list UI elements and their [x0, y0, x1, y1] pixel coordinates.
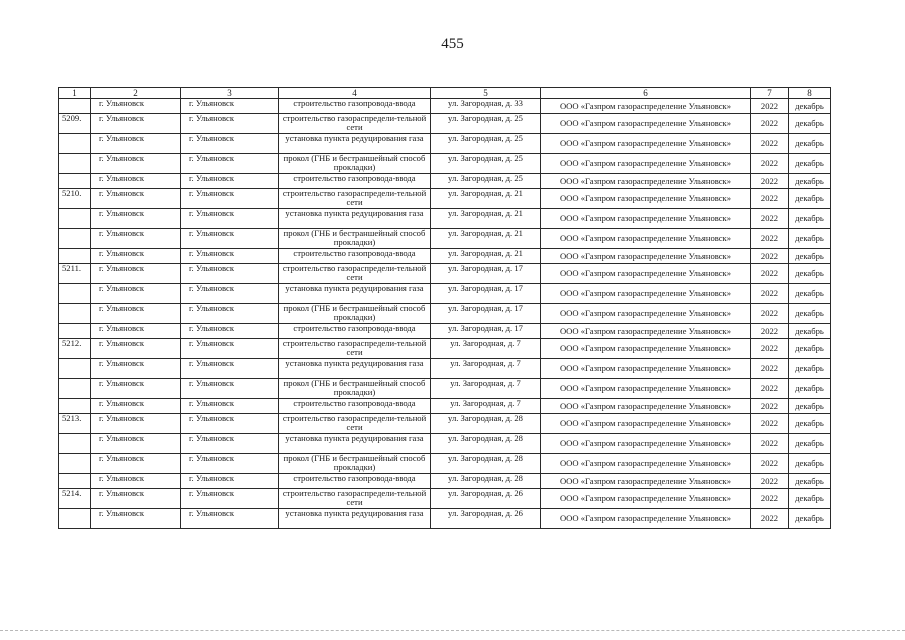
table-row [59, 264, 831, 284]
organization-cell: ООО «Газпром газораспределение Ульяновск» [541, 509, 751, 529]
district-cell: г. Ульяновск [181, 249, 279, 264]
work-type-cell: установка пункта редуцирования газа [279, 284, 431, 304]
district-cell: г. Ульяновск [181, 454, 279, 474]
table-row [59, 399, 831, 414]
row-number-cell [59, 154, 91, 174]
month-cell: декабрь [789, 434, 831, 454]
organization-cell: ООО «Газпром газораспределение Ульяновск» [541, 154, 751, 174]
month-cell: декабрь [789, 114, 831, 134]
month-cell: декабрь [789, 509, 831, 529]
work-type-cell: установка пункта редуцирования газа [279, 209, 431, 229]
organization-cell: ООО «Газпром газораспределение Ульяновск» [541, 229, 751, 249]
table-row [59, 359, 831, 379]
address-cell: ул. Загородная, д. 26 [431, 509, 541, 529]
work-type-cell: строительство газораспредели-тельной сети [279, 414, 431, 434]
locality-cell: г. Ульяновск [91, 399, 181, 414]
locality-cell: г. Ульяновск [91, 114, 181, 134]
work-type-cell: строительство газораспредели-тельной сети [279, 264, 431, 284]
month-cell: декабрь [789, 249, 831, 264]
organization-cell: ООО «Газпром газораспределение Ульяновск» [541, 249, 751, 264]
table-row [59, 454, 831, 474]
work-type-cell: установка пункта редуцирования газа [279, 434, 431, 454]
row-number-cell: 5209. [59, 114, 91, 134]
address-cell: ул. Загородная, д. 7 [431, 379, 541, 399]
organization-cell: ООО «Газпром газораспределение Ульяновск» [541, 489, 751, 509]
row-number-cell [59, 399, 91, 414]
organization-cell: ООО «Газпром газораспределение Ульяновск» [541, 324, 751, 339]
row-number-cell [59, 249, 91, 264]
header-cell: 6 [541, 88, 751, 99]
header-cell: 5 [431, 88, 541, 99]
district-cell: г. Ульяновск [181, 359, 279, 379]
address-cell: ул. Загородная, д. 25 [431, 134, 541, 154]
year-cell: 2022 [751, 229, 789, 249]
month-cell: декабрь [789, 489, 831, 509]
district-cell: г. Ульяновск [181, 414, 279, 434]
row-number-cell: 5212. [59, 339, 91, 359]
locality-cell: г. Ульяновск [91, 134, 181, 154]
address-cell: ул. Загородная, д. 25 [431, 174, 541, 189]
month-cell: декабрь [789, 284, 831, 304]
address-cell: ул. Загородная, д. 25 [431, 154, 541, 174]
work-type-cell: установка пункта редуцирования газа [279, 509, 431, 529]
locality-cell: г. Ульяновск [91, 379, 181, 399]
header-cell: 7 [751, 88, 789, 99]
locality-cell: г. Ульяновск [91, 209, 181, 229]
organization-cell: ООО «Газпром газораспределение Ульяновск» [541, 209, 751, 229]
year-cell: 2022 [751, 249, 789, 264]
locality-cell: г. Ульяновск [91, 249, 181, 264]
month-cell: декабрь [789, 359, 831, 379]
month-cell: декабрь [789, 154, 831, 174]
address-cell: ул. Загородная, д. 7 [431, 399, 541, 414]
year-cell: 2022 [751, 114, 789, 134]
organization-cell: ООО «Газпром газораспределение Ульяновск» [541, 454, 751, 474]
table-row [59, 189, 831, 209]
organization-cell: ООО «Газпром газораспределение Ульяновск» [541, 304, 751, 324]
year-cell: 2022 [751, 174, 789, 189]
address-cell: ул. Загородная, д. 17 [431, 264, 541, 284]
organization-cell: ООО «Газпром газораспределение Ульяновск» [541, 264, 751, 284]
year-cell: 2022 [751, 414, 789, 434]
address-cell: ул. Загородная, д. 7 [431, 339, 541, 359]
address-cell: ул. Загородная, д. 17 [431, 284, 541, 304]
year-cell: 2022 [751, 454, 789, 474]
locality-cell: г. Ульяновск [91, 454, 181, 474]
header-cell: 3 [181, 88, 279, 99]
header-cell: 2 [91, 88, 181, 99]
address-cell: ул. Загородная, д. 17 [431, 304, 541, 324]
table-row [59, 174, 831, 189]
locality-cell: г. Ульяновск [91, 99, 181, 114]
month-cell: декабрь [789, 414, 831, 434]
locality-cell: г. Ульяновск [91, 339, 181, 359]
month-cell: декабрь [789, 189, 831, 209]
district-cell: г. Ульяновск [181, 154, 279, 174]
table-row [59, 324, 831, 339]
address-cell: ул. Загородная, д. 21 [431, 189, 541, 209]
address-cell: ул. Загородная, д. 7 [431, 359, 541, 379]
year-cell: 2022 [751, 209, 789, 229]
organization-cell: ООО «Газпром газораспределение Ульяновск» [541, 399, 751, 414]
table-row [59, 209, 831, 229]
year-cell: 2022 [751, 154, 789, 174]
work-type-cell: прокол (ГНБ и бестраншейный способ прокладки) [279, 154, 431, 174]
table-row [59, 154, 831, 174]
work-type-cell: прокол (ГНБ и бестраншейный способ прокладки) [279, 304, 431, 324]
row-number-cell [59, 474, 91, 489]
work-type-cell: прокол (ГНБ и бестраншейный способ прокладки) [279, 454, 431, 474]
work-type-cell: строительство газораспредели-тельной сети [279, 489, 431, 509]
table-row [59, 414, 831, 434]
work-type-cell: прокол (ГНБ и бестраншейный способ прокладки) [279, 379, 431, 399]
row-number-cell [59, 304, 91, 324]
organization-cell: ООО «Газпром газораспределение Ульяновск» [541, 379, 751, 399]
address-cell: ул. Загородная, д. 25 [431, 114, 541, 134]
locality-cell: г. Ульяновск [91, 359, 181, 379]
district-cell: г. Ульяновск [181, 339, 279, 359]
work-type-cell: строительство газопровода-ввода [279, 174, 431, 189]
address-cell: ул. Загородная, д. 21 [431, 229, 541, 249]
work-type-cell: установка пункта редуцирования газа [279, 134, 431, 154]
table-row [59, 229, 831, 249]
locality-cell: г. Ульяновск [91, 324, 181, 339]
address-cell: ул. Загородная, д. 28 [431, 474, 541, 489]
district-cell: г. Ульяновск [181, 509, 279, 529]
month-cell: декабрь [789, 339, 831, 359]
district-cell: г. Ульяновск [181, 229, 279, 249]
district-cell: г. Ульяновск [181, 434, 279, 454]
year-cell: 2022 [751, 134, 789, 154]
work-type-cell: строительство газораспредели-тельной сети [279, 189, 431, 209]
organization-cell: ООО «Газпром газораспределение Ульяновск» [541, 414, 751, 434]
month-cell: декабрь [789, 399, 831, 414]
row-number-cell: 5213. [59, 414, 91, 434]
district-cell: г. Ульяновск [181, 324, 279, 339]
year-cell: 2022 [751, 489, 789, 509]
row-number-cell [59, 509, 91, 529]
work-type-cell: строительство газопровода-ввода [279, 249, 431, 264]
year-cell: 2022 [751, 284, 789, 304]
organization-cell: ООО «Газпром газораспределение Ульяновск» [541, 134, 751, 154]
locality-cell: г. Ульяновск [91, 154, 181, 174]
month-cell: декабрь [789, 99, 831, 114]
locality-cell: г. Ульяновск [91, 434, 181, 454]
work-type-cell: установка пункта редуцирования газа [279, 359, 431, 379]
district-cell: г. Ульяновск [181, 189, 279, 209]
month-cell: декабрь [789, 264, 831, 284]
work-type-cell: строительство газопровода-ввода [279, 99, 431, 114]
organization-cell: ООО «Газпром газораспределение Ульяновск» [541, 114, 751, 134]
table-body [59, 88, 831, 529]
table-row [59, 379, 831, 399]
district-cell: г. Ульяновск [181, 379, 279, 399]
locality-cell: г. Ульяновск [91, 264, 181, 284]
month-cell: декабрь [789, 454, 831, 474]
work-type-cell: строительство газопровода-ввода [279, 474, 431, 489]
organization-cell: ООО «Газпром газораспределение Ульяновск» [541, 284, 751, 304]
work-type-cell: строительство газораспредели-тельной сети [279, 339, 431, 359]
table-row [59, 284, 831, 304]
month-cell: декабрь [789, 474, 831, 489]
organization-cell: ООО «Газпром газораспределение Ульяновск» [541, 99, 751, 114]
district-cell: г. Ульяновск [181, 284, 279, 304]
row-number-cell [59, 434, 91, 454]
locality-cell: г. Ульяновск [91, 189, 181, 209]
organization-cell: ООО «Газпром газораспределение Ульяновск» [541, 474, 751, 489]
district-cell: г. Ульяновск [181, 474, 279, 489]
year-cell: 2022 [751, 399, 789, 414]
document-table [58, 87, 831, 529]
year-cell: 2022 [751, 264, 789, 284]
organization-cell: ООО «Газпром газораспределение Ульяновск» [541, 189, 751, 209]
district-cell: г. Ульяновск [181, 304, 279, 324]
row-number-cell [59, 359, 91, 379]
address-cell: ул. Загородная, д. 28 [431, 434, 541, 454]
year-cell: 2022 [751, 339, 789, 359]
locality-cell: г. Ульяновск [91, 489, 181, 509]
row-number-cell [59, 174, 91, 189]
table-row [59, 509, 831, 529]
table-row [59, 99, 831, 114]
district-cell: г. Ульяновск [181, 174, 279, 189]
locality-cell: г. Ульяновск [91, 229, 181, 249]
table-row [59, 339, 831, 359]
row-number-cell [59, 209, 91, 229]
locality-cell: г. Ульяновск [91, 284, 181, 304]
row-number-cell [59, 134, 91, 154]
table-row [59, 304, 831, 324]
district-cell: г. Ульяновск [181, 264, 279, 284]
header-row [59, 88, 831, 99]
page-number: 455 [441, 36, 464, 52]
work-type-cell: строительство газопровода-ввода [279, 399, 431, 414]
address-cell: ул. Загородная, д. 26 [431, 489, 541, 509]
organization-cell: ООО «Газпром газораспределение Ульяновск» [541, 174, 751, 189]
table-row [59, 134, 831, 154]
year-cell: 2022 [751, 99, 789, 114]
year-cell: 2022 [751, 474, 789, 489]
row-number-cell [59, 324, 91, 339]
month-cell: декабрь [789, 174, 831, 189]
table-row [59, 474, 831, 489]
address-cell: ул. Загородная, д. 28 [431, 414, 541, 434]
year-cell: 2022 [751, 324, 789, 339]
work-type-cell: строительство газораспредели-тельной сети [279, 114, 431, 134]
row-number-cell [59, 284, 91, 304]
address-cell: ул. Загородная, д. 33 [431, 99, 541, 114]
address-cell: ул. Загородная, д. 21 [431, 209, 541, 229]
district-cell: г. Ульяновск [181, 99, 279, 114]
row-number-cell [59, 379, 91, 399]
district-cell: г. Ульяновск [181, 209, 279, 229]
table-row [59, 434, 831, 454]
work-type-cell: строительство газопровода-ввода [279, 324, 431, 339]
locality-cell: г. Ульяновск [91, 509, 181, 529]
month-cell: декабрь [789, 134, 831, 154]
address-cell: ул. Загородная, д. 17 [431, 324, 541, 339]
locality-cell: г. Ульяновск [91, 174, 181, 189]
month-cell: декабрь [789, 304, 831, 324]
table-row [59, 249, 831, 264]
year-cell: 2022 [751, 359, 789, 379]
district-cell: г. Ульяновск [181, 134, 279, 154]
locality-cell: г. Ульяновск [91, 304, 181, 324]
row-number-cell [59, 454, 91, 474]
address-cell: ул. Загородная, д. 28 [431, 454, 541, 474]
organization-cell: ООО «Газпром газораспределение Ульяновск» [541, 339, 751, 359]
address-cell: ул. Загородная, д. 21 [431, 249, 541, 264]
year-cell: 2022 [751, 304, 789, 324]
header-cell: 8 [789, 88, 831, 99]
year-cell: 2022 [751, 509, 789, 529]
month-cell: декабрь [789, 209, 831, 229]
work-type-cell: прокол (ГНБ и бестраншейный способ прокладки) [279, 229, 431, 249]
month-cell: декабрь [789, 324, 831, 339]
month-cell: декабрь [789, 379, 831, 399]
table-row [59, 114, 831, 134]
year-cell: 2022 [751, 379, 789, 399]
month-cell: декабрь [789, 229, 831, 249]
organization-cell: ООО «Газпром газораспределение Ульяновск» [541, 359, 751, 379]
year-cell: 2022 [751, 434, 789, 454]
locality-cell: г. Ульяновск [91, 474, 181, 489]
row-number-cell: 5210. [59, 189, 91, 209]
locality-cell: г. Ульяновск [91, 414, 181, 434]
district-cell: г. Ульяновск [181, 489, 279, 509]
organization-cell: ООО «Газпром газораспределение Ульяновск» [541, 434, 751, 454]
row-number-cell: 5214. [59, 489, 91, 509]
row-number-cell: 5211. [59, 264, 91, 284]
row-number-cell [59, 99, 91, 114]
row-number-cell [59, 229, 91, 249]
header-cell: 4 [279, 88, 431, 99]
header-cell: 1 [59, 88, 91, 99]
district-cell: г. Ульяновск [181, 114, 279, 134]
district-cell: г. Ульяновск [181, 399, 279, 414]
table-row [59, 489, 831, 509]
bottom-scan-edge [0, 630, 905, 631]
year-cell: 2022 [751, 189, 789, 209]
